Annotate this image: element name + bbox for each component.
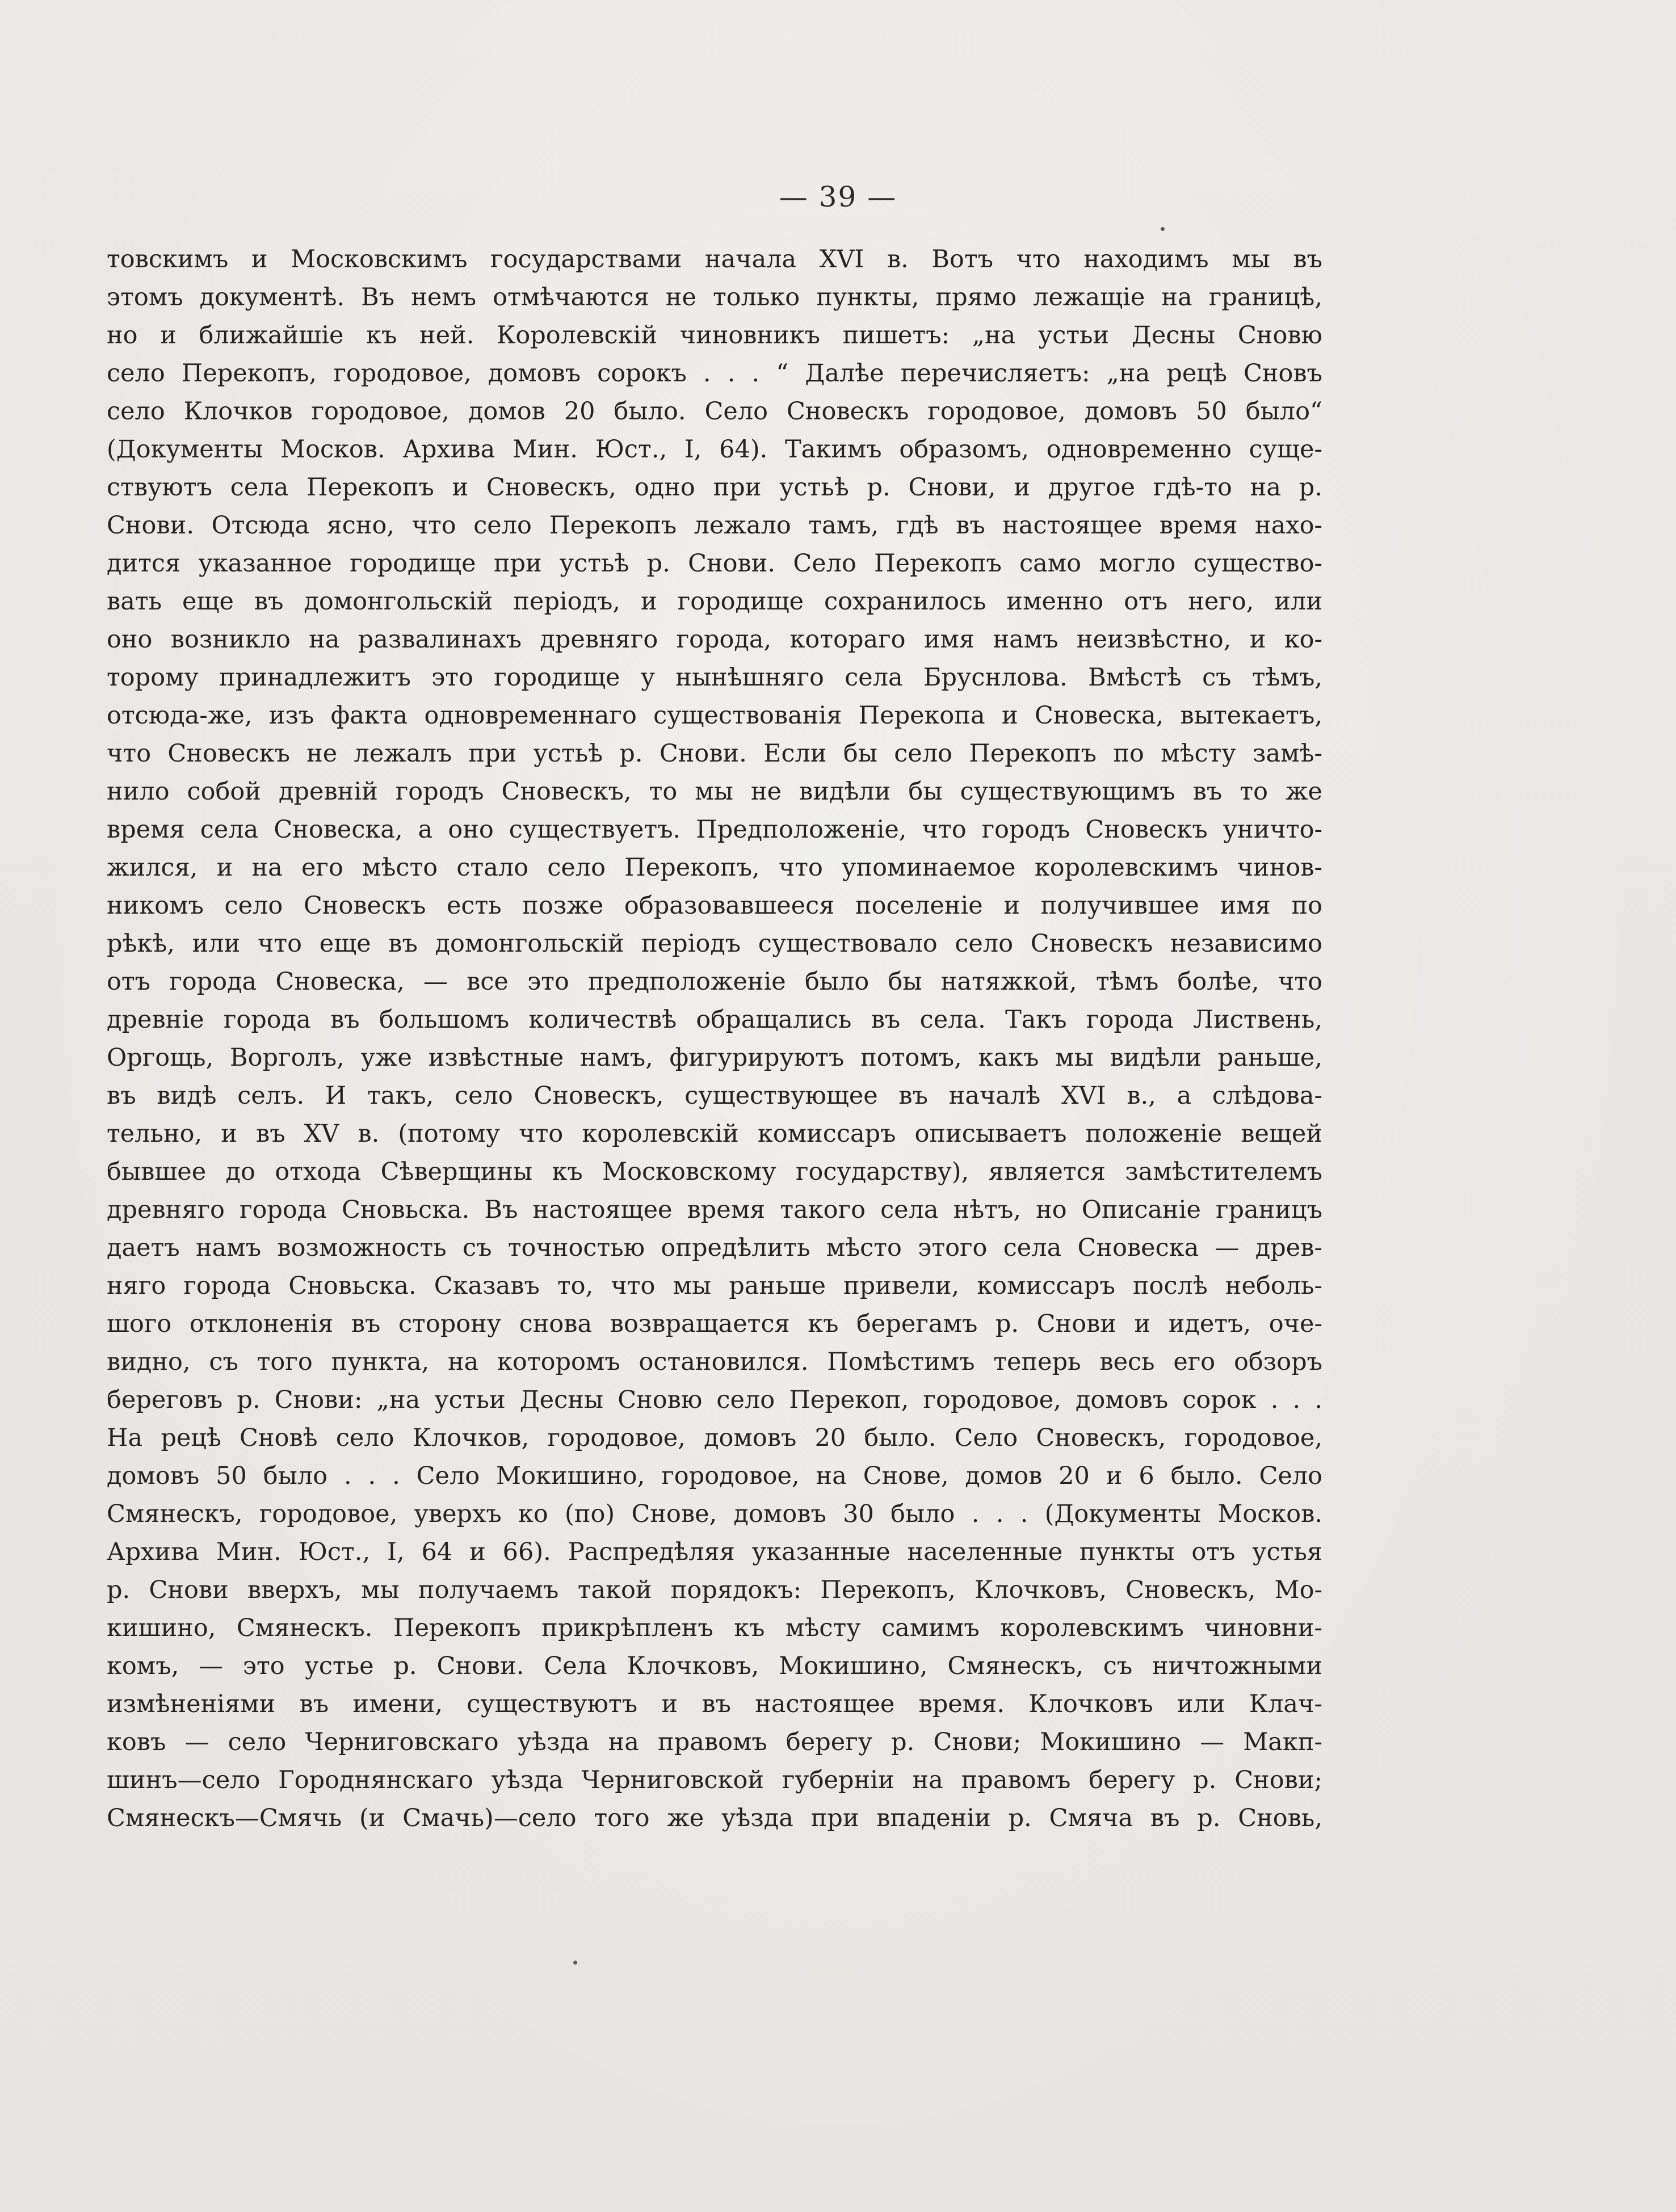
print-speck — [1161, 227, 1165, 231]
text-line: На рецѣ Сновѣ село Клочков, городовое, домовъ 20 было. Село Сновескъ, городовое, — [107, 1424, 1322, 1452]
text-line: тельно, и въ XV в. (потому что королевскій комиссаръ описываетъ положеніе вещей — [107, 1120, 1322, 1148]
text-line: измѣненіями въ имени, существуютъ и въ настоящее время. Клочковъ или Клач- — [107, 1690, 1322, 1718]
print-speck — [573, 1961, 577, 1965]
text-line: отсюда-же, изъ факта одновременнаго существованія Перекопа и Сновеска, вытекаетъ, — [107, 701, 1322, 730]
text-line: ствуютъ села Перекопъ и Сновескъ, одно при устьѣ р. Снови, и другое гдѣ-то на р. — [107, 473, 1322, 502]
text-line: комъ, — это устье р. Снови. Села Клочковъ, Мокишино, Смянескъ, съ ничтожными — [107, 1652, 1322, 1680]
text-line: вать еще въ домонгольскій періодъ, и городище сохранилось именно отъ него, или — [107, 587, 1322, 616]
text-line: Смянескъ—Смячь (и Смачь)—село того же уѣзда при впаденіи р. Смяча въ р. Сновь, — [107, 1804, 1322, 1832]
text-line: этомъ документѣ. Въ немъ отмѣчаются не только пункты, прямо лежащіе на границѣ, — [107, 283, 1322, 312]
text-line: даетъ намъ возможность съ точностью опредѣлить мѣсто этого села Сновеска — древ- — [107, 1234, 1322, 1262]
body-text — [107, 241, 1322, 1837]
text-line: рѣкѣ, или что еще въ домонгольскій періодъ существовало село Сновескъ независимо — [107, 930, 1322, 958]
text-line: р. Снови вверхъ, мы получаемъ такой порядокъ: Перекопъ, Клочковъ, Сновескъ, Мо- — [107, 1576, 1322, 1604]
text-line: видно, съ того пункта, на которомъ остановился. Помѣстимъ теперь весь его обзоръ — [107, 1348, 1322, 1376]
text-line: нило собой древній городъ Сновескъ, то мы не видѣли бы существующимъ въ то же — [107, 777, 1322, 806]
text-line: никомъ село Сновескъ есть позже образовавшееся поселеніе и получившее имя по — [107, 891, 1322, 920]
page-number: — 39 — — [779, 180, 897, 213]
text-line: Смянескъ, городовое, уверхъ ко (по) Снове, домовъ 30 было . . . (Документы Москов. — [107, 1500, 1322, 1528]
text-line: Снови. Отсюда ясно, что село Перекопъ лежало тамъ, гдѣ въ настоящее время нахо- — [107, 511, 1322, 540]
text-line: товскимъ и Московскимъ государствами начала XVI в. Вотъ что находимъ мы въ — [107, 245, 1322, 274]
text-line: Оргощь, Ворголъ, уже извѣстные намъ, фигурируютъ потомъ, какъ мы видѣли раньше, — [107, 1044, 1322, 1072]
text-line: время села Сновеска, а оно существуетъ. Предположеніе, что городъ Сновескъ уничто- — [107, 815, 1322, 844]
text-line: въ видѣ селъ. И такъ, село Сновескъ, существующее въ началѣ XVI в., а слѣдова- — [107, 1082, 1322, 1110]
text-line: жился, и на его мѣсто стало село Перекопъ, что упоминаемое королевскимъ чинов- — [107, 853, 1322, 882]
text-line: ковъ — село Черниговскаго уѣзда на правомъ берегу р. Снови; Мокишино — Макп- — [107, 1728, 1322, 1756]
text-line: няго города Сновьска. Сказавъ то, что мы раньше привели, комиссаръ послѣ неболь- — [107, 1272, 1322, 1300]
text-line: но и ближайшіе къ ней. Королевскій чиновникъ пишетъ: „на устьи Десны Сновю — [107, 321, 1322, 350]
text-line: Архива Мин. Юст., I, 64 и 66). Распредѣляя указанные населенные пункты отъ устья — [107, 1538, 1322, 1566]
text-line: береговъ р. Снови: „на устьи Десны Сновю село Перекоп, городовое, домовъ сорок . . . — [107, 1386, 1322, 1414]
text-line: торому принадлежитъ это городище у нынѣшняго села Бруснлова. Вмѣстѣ съ тѣмъ, — [107, 663, 1322, 692]
text-line: бывшее до отхода Сѣверщины къ Московскому государству), является замѣстителемъ — [107, 1158, 1322, 1186]
text-line: дится указанное городище при устьѣ р. Снови. Село Перекопъ само могло существо- — [107, 549, 1322, 578]
text-line: домовъ 50 было . . . Село Мокишино, городовое, на Снове, домов 20 и 6 было. Село — [107, 1462, 1322, 1490]
text-line: оно возникло на развалинахъ древняго города, котораго имя намъ неизвѣстно, и ко- — [107, 625, 1322, 654]
text-line: село Перекопъ, городовое, домовъ сорокъ . . . “ Далѣе перечисляетъ: „на рецѣ Сновъ — [107, 359, 1322, 388]
text-line: отъ города Сновеска, — все это предположеніе было бы натяжкой, тѣмъ болѣе, что — [107, 968, 1322, 996]
text-line: шого отклоненія въ сторону снова возвращается къ берегамъ р. Снови и идетъ, оче- — [107, 1310, 1322, 1338]
text-line: древняго города Сновьска. Въ настоящее время такого села нѣтъ, но Описаніе границъ — [107, 1196, 1322, 1224]
text-line: село Клочков городовое, домов 20 было. Село Сновескъ городовое, домовъ 50 было“ — [107, 397, 1322, 426]
text-line: шинъ—село Городнянскаго уѣзда Черниговской губерніи на правомъ берегу р. Снови; — [107, 1766, 1322, 1794]
text-line: древніе города въ большомъ количествѣ обращались въ села. Такъ города Листвень, — [107, 1006, 1322, 1034]
text-line: (Документы Москов. Архива Мин. Юст., I, 64). Такимъ образомъ, одновременно суще- — [107, 435, 1322, 464]
text-line: что Сновескъ не лежалъ при устьѣ р. Снови. Если бы село Перекопъ по мѣсту замѣ- — [107, 739, 1322, 768]
text-line: кишино, Смянескъ. Перекопъ прикрѣпленъ къ мѣсту самимъ королевскимъ чиновни- — [107, 1614, 1322, 1642]
